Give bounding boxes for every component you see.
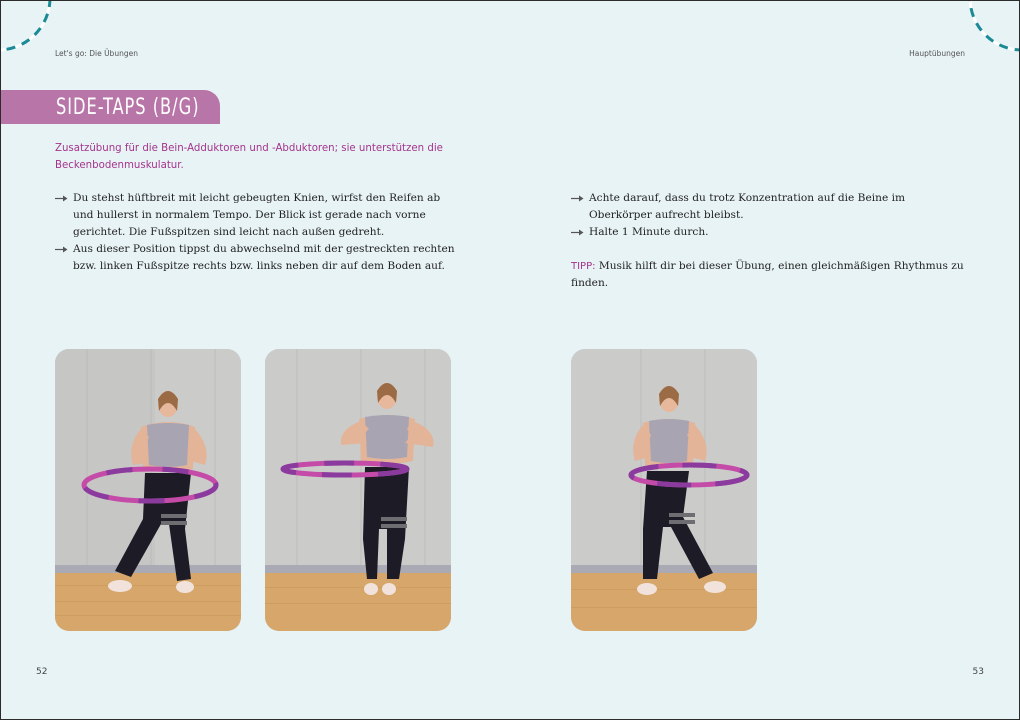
page-number-left: 52 — [36, 667, 48, 677]
arrow-right-icon — [55, 241, 69, 258]
tip-text: Musik hilft dir bei dieser Übung, einen gleichmäßigen Rhythmus zu finden. — [571, 260, 964, 289]
instructions-left-column — [55, 190, 455, 275]
exercise-photo-1 — [55, 349, 241, 631]
dashed-circle-decoration-icon — [0, 0, 53, 53]
exercise-intro: Zusatzübung für die Bein-Adduktoren und -Abduktoren; sie unterstützen die Beckenbodenmuskulatur. — [55, 143, 443, 171]
running-head-right: Hauptübungen — [909, 49, 965, 58]
tip-label: TIPP: — [571, 261, 596, 272]
exercise-title: SIDE-TAPS (B/G) — [56, 94, 200, 120]
arrow-right-icon — [571, 224, 585, 241]
instructions-right-column — [571, 190, 971, 303]
instruction-step — [571, 224, 971, 241]
running-head-left: Let's go: Die Übungen — [55, 49, 138, 58]
instruction-text: Aus dieser Position tippst du abwechselnd mit der gestreckten rechten bzw. linken Fußspitze rechts bzw. links neben dir auf dem Boden auf. — [73, 243, 455, 272]
instruction-text: Halte 1 Minute durch. — [589, 226, 709, 238]
arrow-right-icon — [55, 190, 69, 207]
exercise-title-bar — [1, 90, 220, 124]
tip-box — [571, 258, 971, 292]
instruction-step — [55, 190, 455, 241]
instruction-text: Du stehst hüftbreit mit leicht gebeugten Knien, wirfst den Reifen ab und hullerst in normalem Tempo. Der Blick ist gerade nach vorne gerichtet. Die Fußspitzen sind leicht nach außen gedreht. — [73, 192, 441, 238]
arrow-right-icon — [571, 190, 585, 207]
instruction-text: Achte darauf, dass du trotz Konzentration auf die Beine im Oberkörper aufrecht bleibst. — [589, 192, 906, 221]
exercise-photo-3 — [571, 349, 757, 631]
instruction-step — [55, 241, 455, 275]
exercise-photo-2 — [265, 349, 451, 631]
instruction-step — [571, 190, 971, 224]
page-number-right: 53 — [972, 667, 984, 677]
dashed-circle-decoration-icon — [967, 0, 1020, 53]
